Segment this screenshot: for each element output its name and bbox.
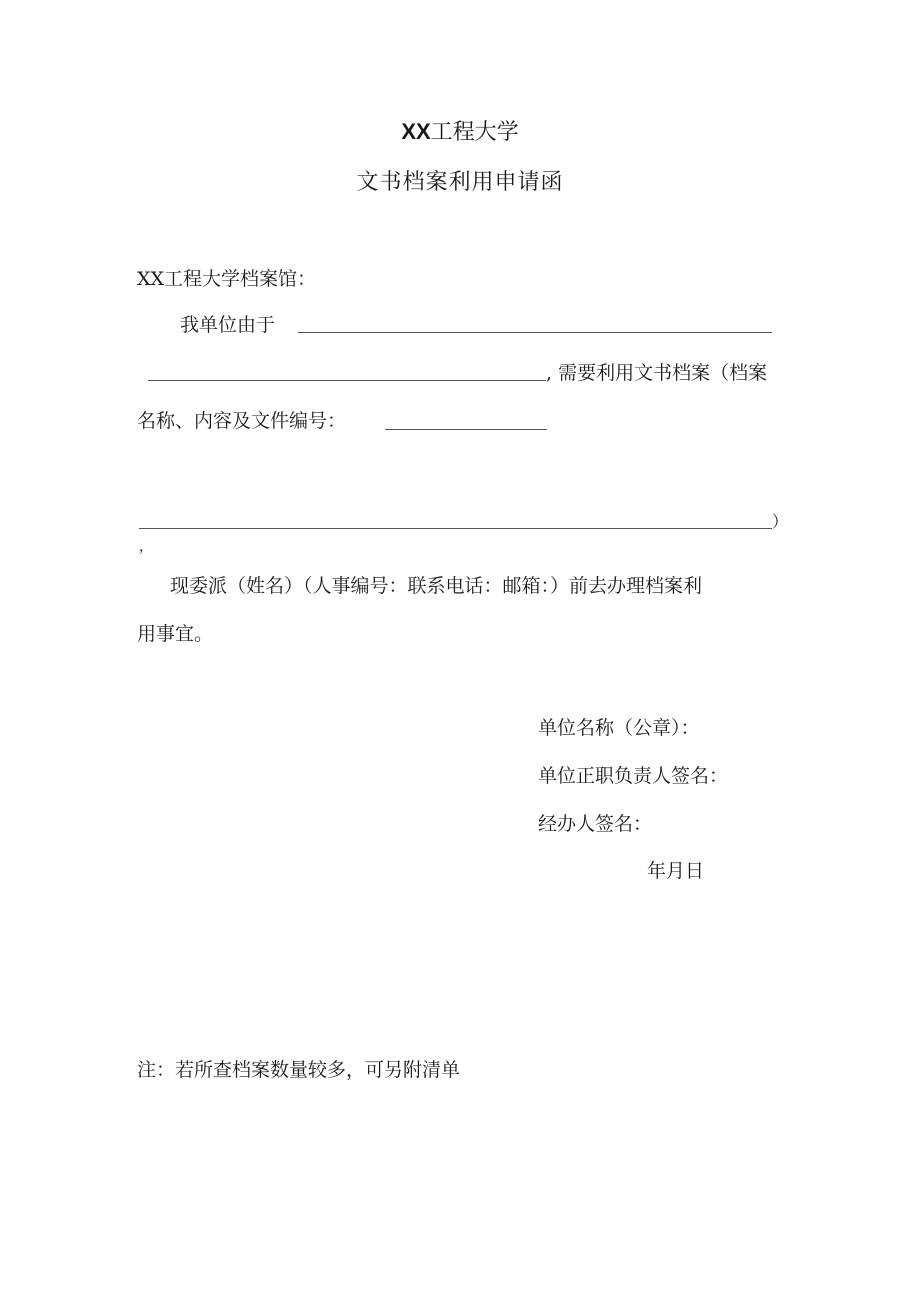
footnote: 注：若所查档案数量较多，可另附清单 <box>137 1059 461 1081</box>
para1-start: 我单位由于 <box>180 314 276 336</box>
document-title <box>0 121 920 144</box>
signature-unit-head: 单位正职负责人签名： <box>538 765 729 787</box>
document-subtitle: 文书档案利用申请函 <box>356 170 564 195</box>
title-suffix: 工程大学 <box>430 120 519 145</box>
salutation: XX工程大学档案馆： <box>137 268 317 290</box>
signature-unit-name: 单位名称（公章）： <box>538 717 700 739</box>
signature-handler: 经办人签名： <box>538 813 653 835</box>
reason-blank-line-1 <box>298 332 772 333</box>
para2-line1: 现委派（姓名）（人事编号：联系电话：邮箱：）前去办理档案利 <box>170 575 703 597</box>
archive-info-blank-short <box>385 429 547 430</box>
title-prefix: XX <box>401 119 431 144</box>
archive-info-blank-long <box>139 528 772 529</box>
signature-date: 年月日 <box>647 860 705 882</box>
reason-blank-line-2 <box>148 380 546 381</box>
para1-continue: , 需要利用文书档案（档案 <box>546 362 768 384</box>
trailing-comma: ， <box>139 539 153 555</box>
para2-line2: 用事宜。 <box>137 623 214 645</box>
para1-line3: 名称、内容及文件编号： <box>137 410 347 432</box>
close-paren: ） <box>772 512 789 531</box>
